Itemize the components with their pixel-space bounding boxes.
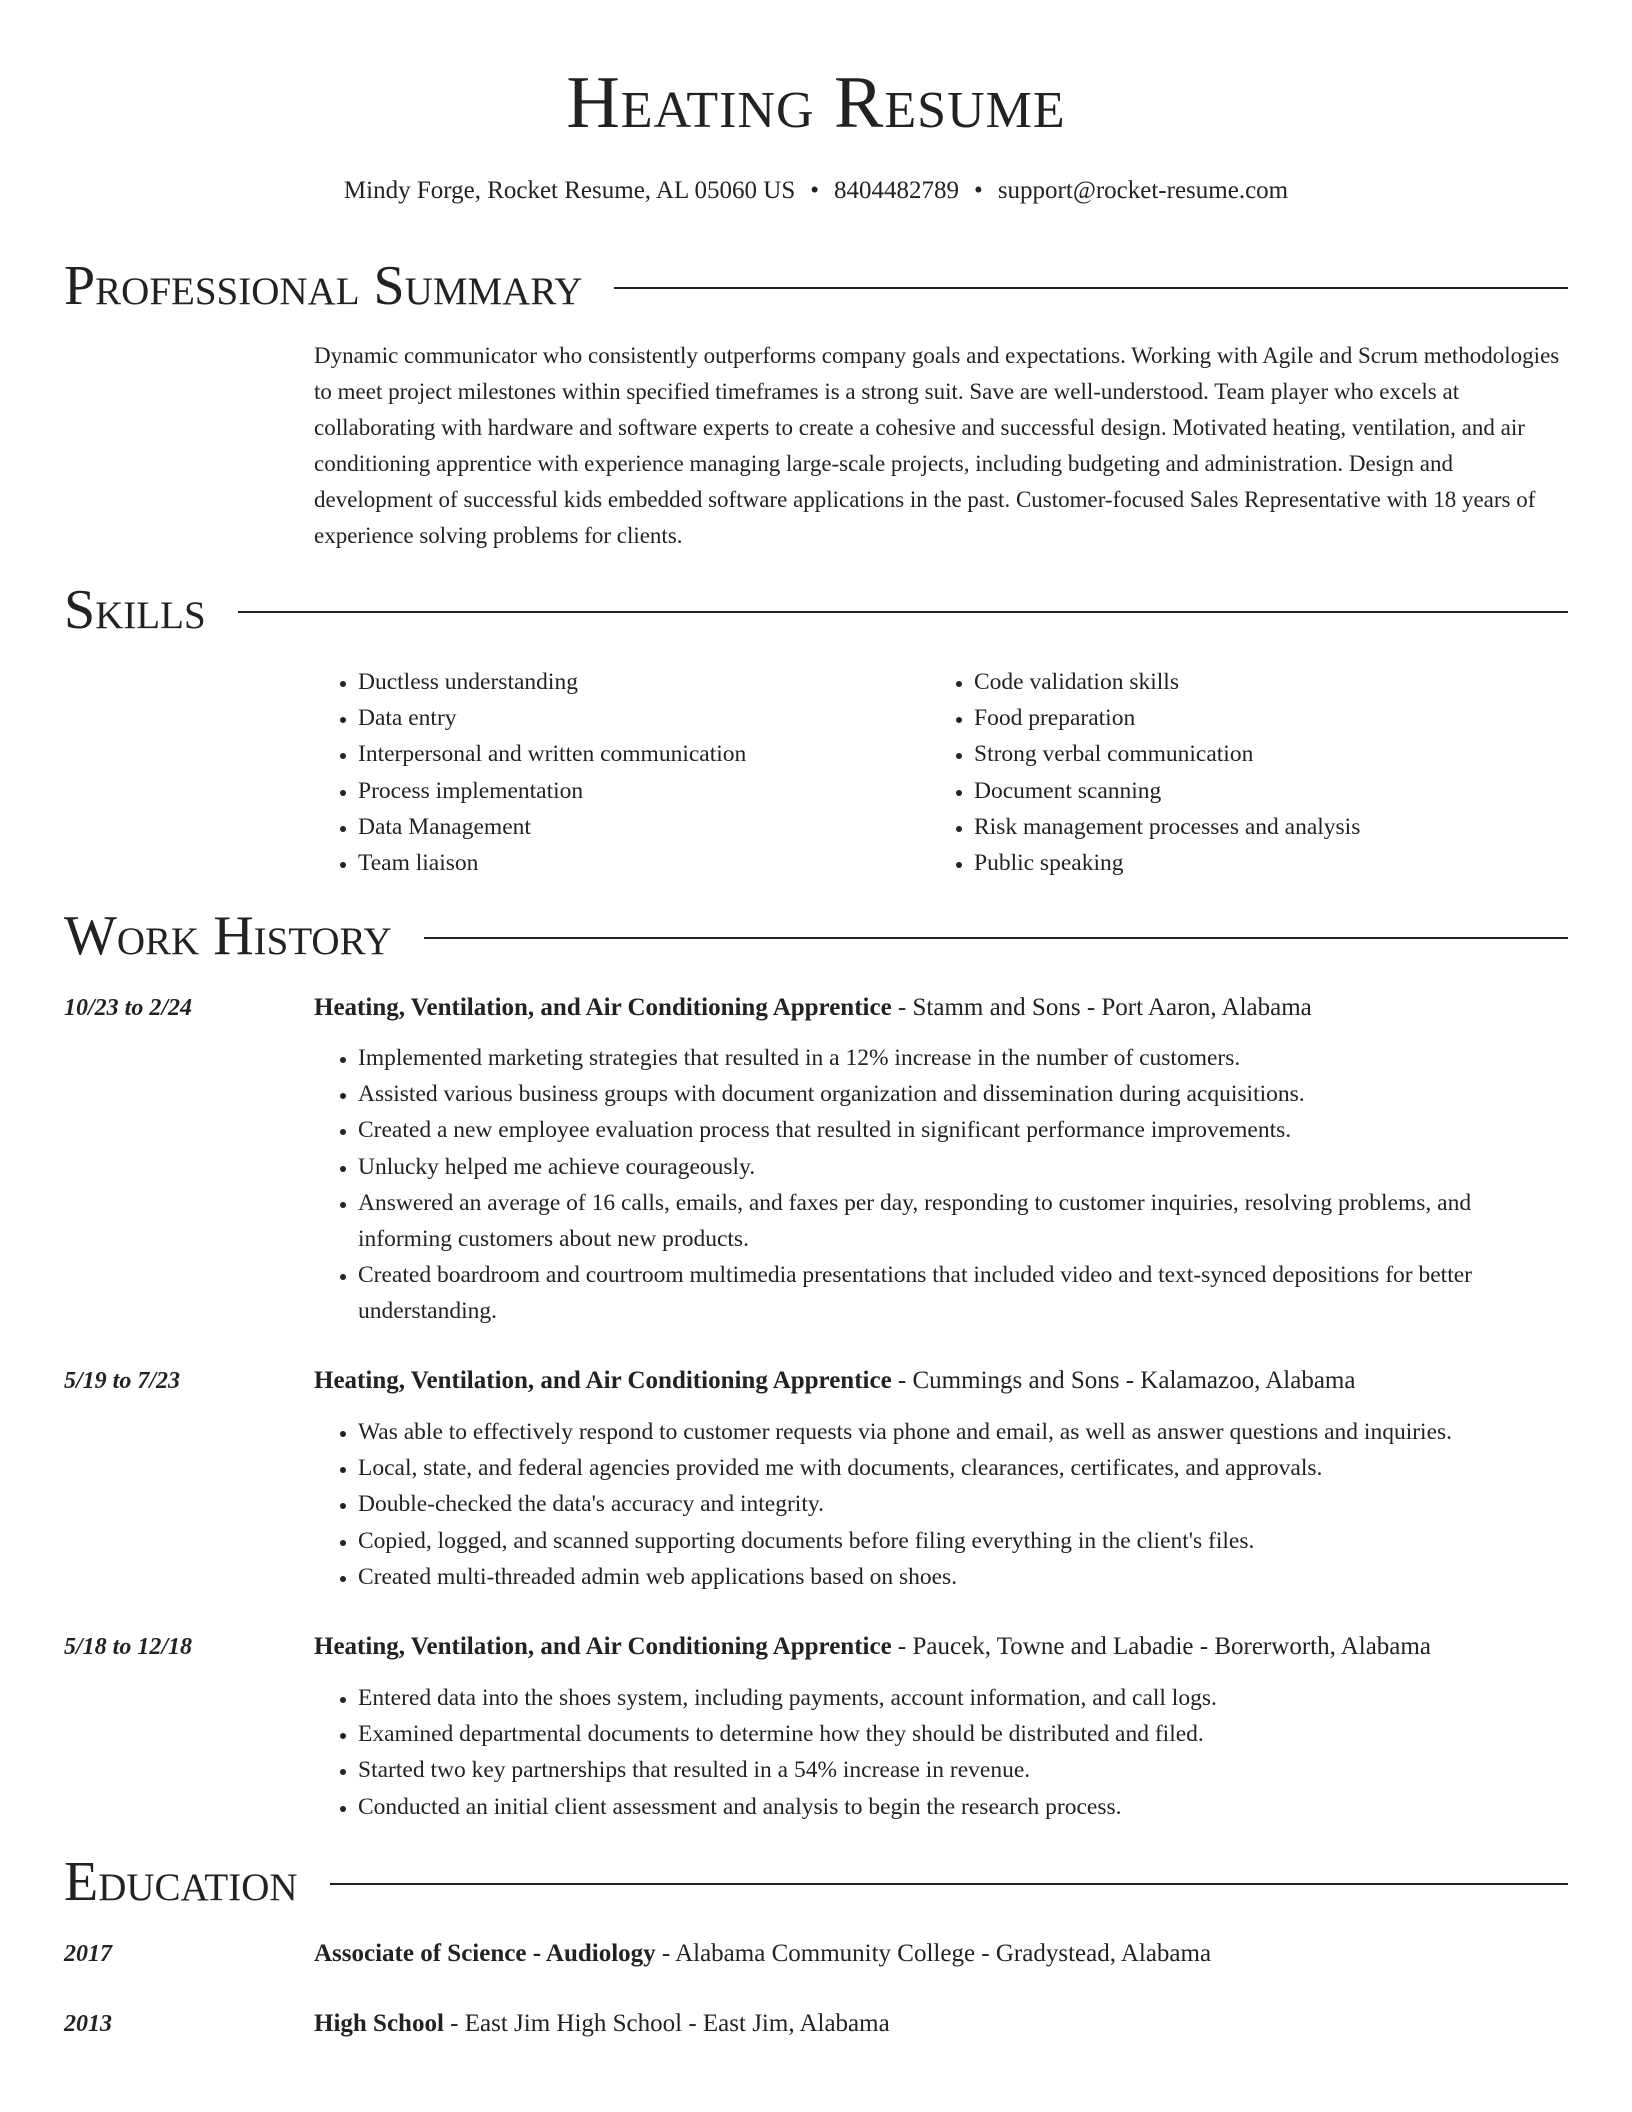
education-year: 2017 xyxy=(64,1941,112,1967)
job-company-location: - Paucek, Towne and Labadie - Borerworth, Alabama xyxy=(891,1633,1431,1660)
job-bullet: • Assisted various business groups with document organization and dissemination during acquisitions. xyxy=(358,1076,1568,1112)
skill-item: • Ductless understanding xyxy=(358,664,746,700)
contact-email[interactable]: support@rocket-resume.com xyxy=(997,177,1289,204)
job-bullet: • Copied, logged, and scanned supporting documents before filing everything in the client's files. xyxy=(358,1523,1568,1559)
job-role: Heating, Ventilation, and Air Conditioning Apprentice xyxy=(314,1367,892,1394)
section-heading: Skills xyxy=(64,579,206,641)
section-divider xyxy=(238,611,1568,613)
contact-phone: 8404482789 xyxy=(834,177,960,204)
job-company-location: - Stamm and Sons - Port Aaron, Alabama xyxy=(891,994,1312,1021)
section-heading: Professional Summary xyxy=(64,255,583,317)
job-bullet: • Examined departmental documents to determine how they should be distributed and filed. xyxy=(358,1716,1568,1752)
education-line xyxy=(314,1937,1211,1971)
skill-item: • Data entry xyxy=(358,700,746,736)
skill-item: • Team liaison xyxy=(358,845,746,881)
job-bullets xyxy=(314,1414,1568,1595)
job-company-location: - Cummings and Sons - Kalamazoo, Alabama xyxy=(891,1367,1356,1394)
skill-item: • Document scanning xyxy=(974,773,1360,809)
job-bullet: • Answered an average of 16 calls, emails, and faxes per day, responding to customer inquiries, resolving problems, and informing customers about new products. xyxy=(358,1185,1568,1257)
education-degree: High School xyxy=(314,2010,444,2037)
job-bullet: • Entered data into the shoes system, including payments, account information, and call logs. xyxy=(358,1680,1568,1716)
section-divider xyxy=(424,937,1568,939)
education-section-header xyxy=(64,1850,1568,1914)
job-bullet: • Started two key partnerships that resulted in a 54% increase in revenue. xyxy=(358,1752,1568,1788)
skill-item: • Risk management processes and analysis xyxy=(974,809,1360,845)
skills-list-right xyxy=(930,664,1360,881)
job-bullet: • Implemented marketing strategies that resulted in a 12% increase in the number of customers. xyxy=(358,1040,1568,1076)
section-heading: Education xyxy=(64,1851,298,1913)
job-title-line xyxy=(314,1630,1431,1664)
skill-item: • Food preparation xyxy=(974,700,1360,736)
skill-item: • Strong verbal communication xyxy=(974,736,1360,772)
skill-item: • Code validation skills xyxy=(974,664,1360,700)
summary-section-header xyxy=(64,254,1568,318)
job-bullet: • Double-checked the data's accuracy and integrity. xyxy=(358,1486,1568,1522)
job-bullet: • Created multi-threaded admin web applications based on shoes. xyxy=(358,1559,1568,1595)
resume-title: Heating Resume xyxy=(566,62,1066,144)
job-dates: 5/18 to 12/18 xyxy=(64,1634,193,1660)
job-bullet: • Created a new employee evaluation process that resulted in significant performance improvements. xyxy=(358,1112,1568,1148)
job-bullet: • Unlucky helped me achieve courageously. xyxy=(358,1149,1568,1185)
job-title-line xyxy=(314,1364,1355,1398)
education-year: 2013 xyxy=(64,2011,112,2037)
job-role: Heating, Ventilation, and Air Conditioning Apprentice xyxy=(314,994,892,1021)
section-divider xyxy=(614,287,1568,289)
skill-item: • Process implementation xyxy=(358,773,746,809)
skills-list-left xyxy=(314,664,746,881)
job-role: Heating, Ventilation, and Air Conditioning Apprentice xyxy=(314,1633,892,1660)
education-line xyxy=(314,2007,890,2041)
education-school-location: - Alabama Community College - Gradystead, Alabama xyxy=(655,1940,1212,1967)
contact-line xyxy=(0,174,1632,208)
job-bullet: • Was able to effectively respond to customer requests via phone and email, as well as answer questions and inquiries. xyxy=(358,1414,1568,1450)
job-dates: 10/23 to 2/24 xyxy=(64,995,193,1021)
work-section-header xyxy=(64,904,1568,968)
education-degree: Associate of Science - Audiology xyxy=(314,1940,656,1967)
contact-separator: • xyxy=(974,177,983,204)
job-bullet: • Created boardroom and courtroom multimedia presentations that included video and text-synced depositions for better understanding. xyxy=(358,1257,1568,1329)
skill-item: • Public speaking xyxy=(974,845,1360,881)
contact-address: Mindy Forge, Rocket Resume, AL 05060 US xyxy=(343,177,796,204)
section-heading: Work History xyxy=(64,905,392,967)
skill-item: • Interpersonal and written communication xyxy=(358,736,746,772)
job-bullets xyxy=(314,1680,1568,1825)
job-bullet: • Conducted an initial client assessment and analysis to begin the research process. xyxy=(358,1789,1568,1825)
skills-section-header xyxy=(64,578,1568,642)
education-school-location: - East Jim High School - East Jim, Alabama xyxy=(443,2010,890,2037)
job-bullets xyxy=(314,1040,1568,1330)
job-bullet: • Local, state, and federal agencies provided me with documents, clearances, certificates, and approvals. xyxy=(358,1450,1568,1486)
section-divider xyxy=(330,1883,1568,1885)
job-title-line xyxy=(314,991,1312,1025)
skill-item: • Data Management xyxy=(358,809,746,845)
summary-text: Dynamic communicator who consistently outperforms company goals and expectations. Working with Agile and Scrum methodologies to meet project milestones within specified timeframes is a strong suit. Save are well-understood. Team player who excels at collaborating with hardware and software experts to create a cohesive and successful design. Motivated heating, ventilation, and air conditioning apprentice with experience managing large-scale projects, including budgeting and administration. Design and development of successful kids embedded software applications in the past. Customer-focused Sales Representative with 18 years of experience solving problems for clients. xyxy=(314,343,1560,548)
job-dates: 5/19 to 7/23 xyxy=(64,1368,181,1394)
contact-separator: • xyxy=(810,177,820,204)
